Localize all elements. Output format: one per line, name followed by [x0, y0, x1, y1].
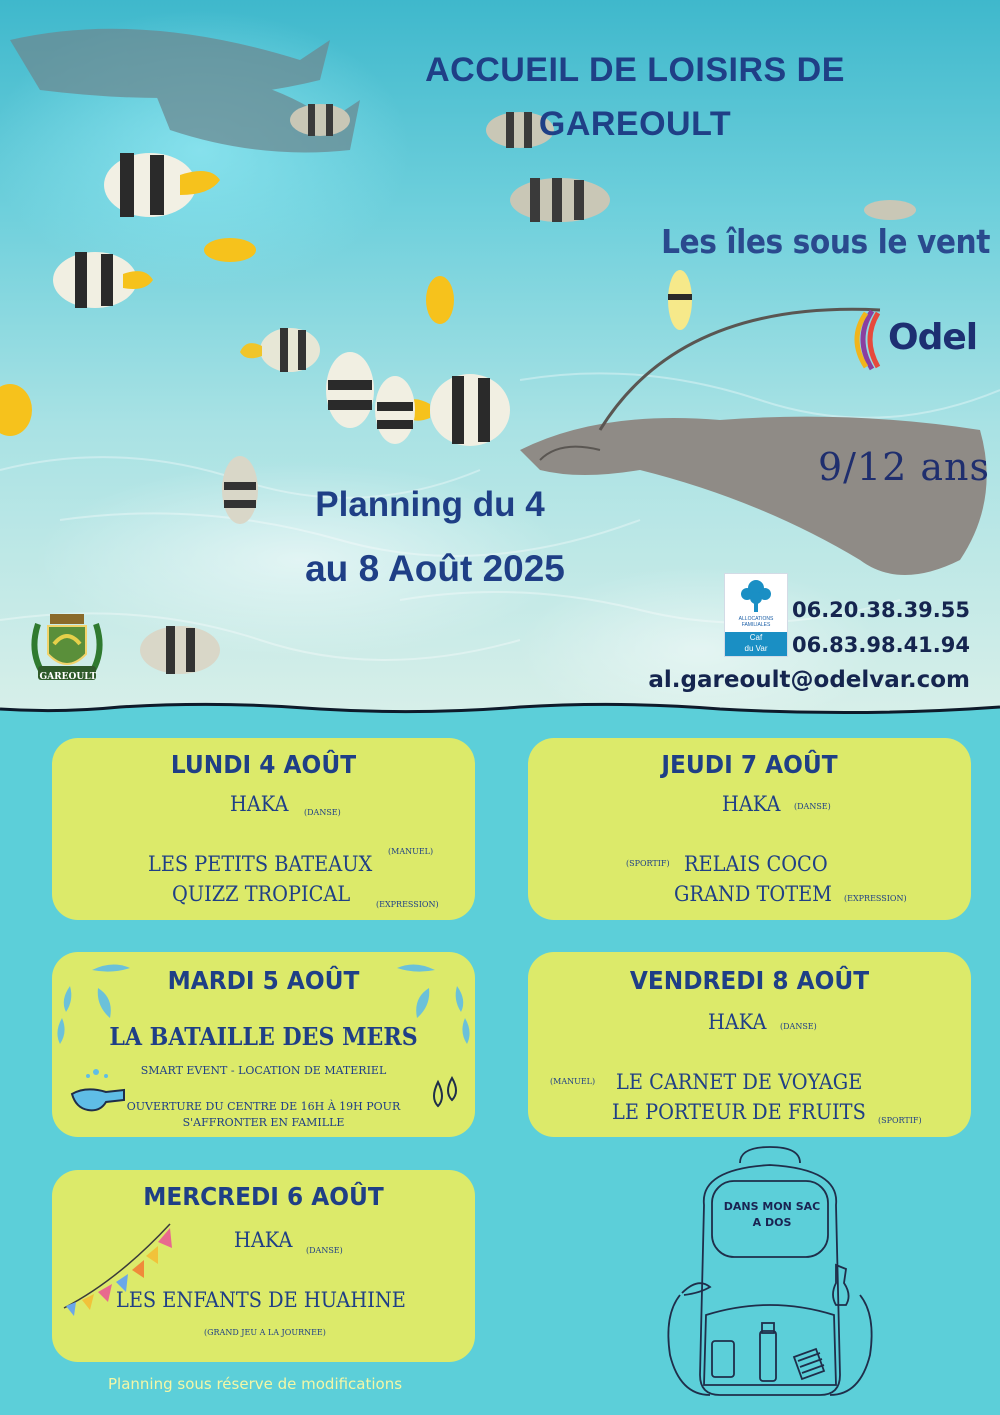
backpack-label-line2: A DOS: [752, 1216, 792, 1229]
event-detail-line: OUVERTURE DU CENTRE DE 16H À 19H POUR: [126, 1100, 401, 1113]
activity-name: QUIZZ TROPICAL: [172, 882, 351, 906]
phone-number-1[interactable]: 06.20.38.39.55: [791, 598, 970, 622]
caf-tree-icon: [725, 574, 787, 618]
activity-name: HAKA: [234, 1228, 293, 1252]
day-title: MERCREDI 6 AOÛT: [143, 1182, 384, 1211]
caf-region: du Var: [744, 644, 768, 653]
planning-title-line1: Planning du 4: [315, 485, 545, 524]
theme-title: Les îles sous le vent: [661, 222, 990, 261]
day-title: LUNDI 4 AOÛT: [170, 750, 357, 779]
activity-tag: (EXPRESSION): [844, 894, 907, 903]
activity-name: HAKA: [230, 792, 289, 816]
center-title-line1: ACCUEIL DE LOISIRS DE: [425, 51, 845, 89]
water-drops-icon: [428, 1076, 464, 1114]
activity-name: LES PETITS BATEAUX: [148, 852, 373, 876]
activity-tag: (SPORTIF): [878, 1116, 922, 1125]
day-card-tuesday: [52, 952, 475, 1137]
day-card-thursday: [528, 738, 971, 920]
day-card-monday: [52, 738, 475, 920]
caf-name: Caf: [749, 633, 763, 642]
phone-number-2[interactable]: 06.83.98.41.94: [791, 633, 970, 657]
planning-title-line2: au 8 Août 2025: [305, 548, 565, 589]
activity-tag: (SPORTIF): [626, 859, 670, 868]
disclaimer-text: Planning sous réserve de modifications: [108, 1375, 403, 1393]
day-title: MARDI 5 AOÛT: [167, 966, 360, 995]
email-address[interactable]: al.gareoult@odelvar.com: [648, 667, 970, 693]
backpack-label-line1: DANS MON SAC: [723, 1200, 821, 1213]
day-card-friday: [528, 952, 971, 1137]
day-card-wednesday: [52, 1170, 475, 1362]
gareoult-crest-text: GAREOULT: [39, 672, 97, 682]
activity-tag: (DANSE): [304, 808, 341, 817]
activity-name: RELAIS COCO: [684, 852, 828, 876]
day-title: VENDREDI 8 AOÛT: [629, 966, 870, 995]
activity-tag: (DANSE): [306, 1246, 343, 1255]
main-event-title: LA BATAILLE DES MERS: [109, 1022, 418, 1051]
activity-name: GRAND TOTEM: [674, 882, 832, 906]
activity-name: HAKA: [722, 792, 781, 816]
activity-name: HAKA: [708, 1010, 767, 1034]
event-detail-line: S'AFFRONTER EN FAMILLE: [182, 1116, 345, 1129]
activity-tag: (MANUEL): [550, 1077, 596, 1086]
activity-tag: (GRAND JEU A LA JOURNEE): [204, 1328, 326, 1337]
activity-tag: (MANUEL): [388, 847, 434, 856]
center-title-line2: GAREOULT: [538, 105, 732, 143]
event-detail-line: SMART EVENT - LOCATION DE MATERIEL: [140, 1064, 387, 1077]
activity-tag: (EXPRESSION): [376, 900, 439, 909]
odel-brand-text: Odel: [888, 317, 978, 358]
backpack-icon: [640, 1145, 900, 1405]
age-range: 9/12 ans: [817, 445, 990, 489]
activity-name: LE PORTEUR DE FRUITS: [612, 1100, 866, 1124]
backpack-label: [712, 1199, 832, 1231]
activity-name: LE CARNET DE VOYAGE: [616, 1070, 863, 1094]
activity-tag: (DANSE): [780, 1022, 817, 1031]
activity-name: LES ENFANTS DE HUAHINE: [116, 1288, 406, 1312]
water-gun-icon: [66, 1064, 136, 1120]
activity-tag: (DANSE): [794, 802, 831, 811]
wave-divider: [0, 695, 1000, 725]
day-title: JEUDI 7 AOÛT: [661, 750, 838, 779]
caf-logo: [724, 573, 788, 657]
caf-small-text: ALLOCATIONS FAMILIALES: [738, 616, 774, 628]
